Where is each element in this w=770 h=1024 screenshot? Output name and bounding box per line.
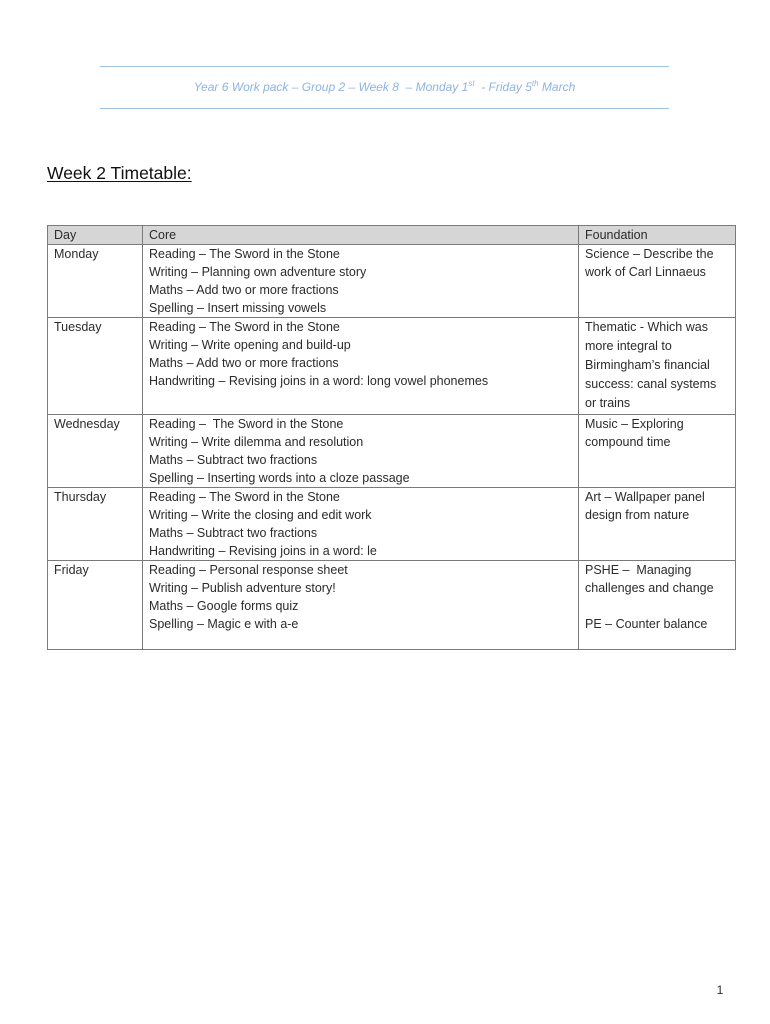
- table-row-friday: [48, 561, 736, 650]
- foundation-line: design from nature: [585, 508, 690, 522]
- core-line: Maths – Google forms quiz: [149, 599, 299, 613]
- day-label: Monday: [54, 247, 99, 261]
- day-cell: [48, 561, 143, 650]
- table-row-wednesday: [48, 415, 736, 488]
- foundation-line: challenges and change: [585, 581, 714, 595]
- core-line: Writing – Write dilemma and resolution: [149, 435, 364, 449]
- core-line: Handwriting – Revising joins in a word: le: [149, 544, 377, 558]
- foundation-line: Birmingham’s financial: [585, 358, 710, 372]
- core-line: Spelling – Insert missing vowels: [149, 301, 327, 315]
- table-row-thursday: [48, 488, 736, 561]
- core-line: Maths – Add two or more fractions: [149, 283, 339, 297]
- foundation-line: PSHE – Managing: [585, 563, 692, 577]
- foundation-cell: [579, 415, 736, 488]
- table-row-tuesday: [48, 318, 736, 415]
- timetable: [47, 225, 736, 650]
- core-line: Writing – Write the closing and edit work: [149, 508, 372, 522]
- core-cell: [143, 245, 579, 318]
- foundation-line: work of Carl Linnaeus: [585, 265, 706, 279]
- header-superscript-th: th: [531, 79, 539, 88]
- day-label: Thursday: [54, 490, 107, 504]
- day-cell: [48, 488, 143, 561]
- core-line: Handwriting – Revising joins in a word: long vowel phonemes: [149, 374, 489, 388]
- foundation-line: Art – Wallpaper panel: [585, 490, 705, 504]
- foundation-line: success: canal systems: [585, 377, 717, 391]
- foundation-line: PE – Counter balance: [585, 617, 708, 631]
- header-text-prefix: Year 6 Work pack – Group 2 – Week 8 – Monday 1: [193, 80, 469, 94]
- foundation-line: Science – Describe the: [585, 247, 714, 261]
- foundation-line: compound time: [585, 435, 671, 449]
- foundation-line: Music – Exploring: [585, 417, 684, 431]
- day-label: Wednesday: [54, 417, 120, 431]
- core-cell: [143, 318, 579, 415]
- core-line: Writing – Publish adventure story!: [149, 581, 336, 595]
- foundation-cell: [579, 488, 736, 561]
- column-header-core: Core: [143, 226, 579, 245]
- page-header: [100, 79, 669, 95]
- core-line: Maths – Subtract two fractions: [149, 453, 318, 467]
- column-header-day: Day: [48, 226, 143, 245]
- foundation-blank-line: [585, 597, 729, 615]
- day-cell: [48, 318, 143, 415]
- column-header-foundation: Foundation: [579, 226, 736, 245]
- day-label: Friday: [54, 563, 89, 577]
- core-line: Reading – The Sword in the Stone: [149, 247, 340, 261]
- table-row-monday: [48, 245, 736, 318]
- core-line: Reading – The Sword in the Stone: [149, 417, 344, 431]
- foundation-line: more integral to: [585, 339, 672, 353]
- core-line: Writing – Planning own adventure story: [149, 265, 367, 279]
- day-label: Tuesday: [54, 320, 102, 334]
- core-line: Reading – The Sword in the Stone: [149, 320, 340, 334]
- foundation-cell: [579, 318, 736, 415]
- foundation-cell: [579, 561, 736, 650]
- core-cell: [143, 561, 579, 650]
- page-number: 1: [716, 983, 724, 997]
- core-line: Maths – Add two or more fractions: [149, 356, 339, 370]
- page-title: Week 2 Timetable:: [47, 163, 192, 183]
- foundation-line: or trains: [585, 396, 631, 410]
- core-line: Spelling – Inserting words into a cloze passage: [149, 471, 410, 485]
- table-header-row: [48, 226, 736, 245]
- core-line: Reading – Personal response sheet: [149, 563, 348, 577]
- core-cell: [143, 415, 579, 488]
- header-text-middle: - Friday 5: [474, 80, 532, 94]
- core-cell: [143, 488, 579, 561]
- header-rule-top: [100, 66, 669, 67]
- header-superscript-st: st: [468, 79, 475, 88]
- core-line: Reading – The Sword in the Stone: [149, 490, 340, 504]
- day-cell: [48, 245, 143, 318]
- foundation-line: Thematic - Which was: [585, 320, 708, 334]
- core-line: Spelling – Magic e with a-e: [149, 617, 299, 631]
- foundation-cell: [579, 245, 736, 318]
- day-cell: [48, 415, 143, 488]
- header-text-suffix: March: [538, 80, 576, 94]
- header-rule-bottom: [100, 108, 669, 109]
- core-line: Maths – Subtract two fractions: [149, 526, 318, 540]
- core-line: Writing – Write opening and build-up: [149, 338, 351, 352]
